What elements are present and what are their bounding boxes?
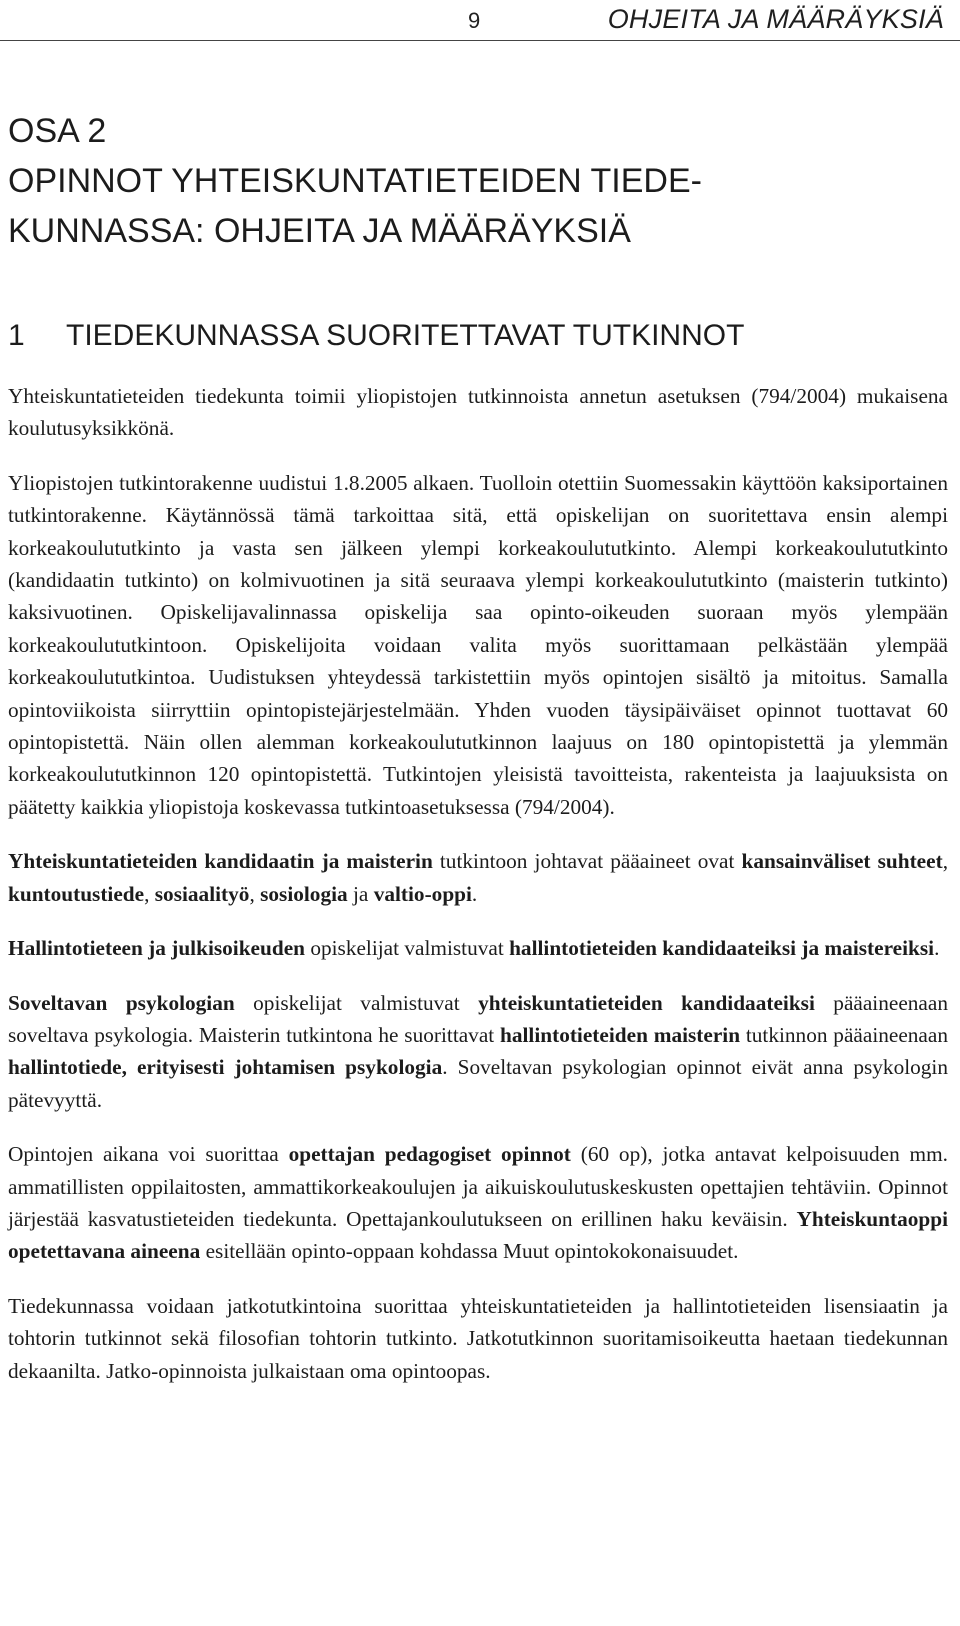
bold-phrase: sosiaalityö (154, 881, 250, 906)
bold-phrase: Yhteiskuntaoppi opetettavana aineena (8, 1206, 948, 1264)
bold-phrase: hallintotieteiden kandidaateiksi ja maistereiksi (509, 936, 935, 961)
bold-phrase: yhteiskuntatieteiden kandidaateiksi (478, 990, 815, 1015)
header-rule (0, 40, 960, 41)
section-number: 1 (8, 319, 25, 352)
text-run: , (942, 849, 949, 874)
bold-phrase: hallintotieteiden maisterin (500, 1022, 741, 1047)
text-run: Opintojen aikana voi suorittaa (8, 1142, 289, 1167)
text-run: opiskelijat valmistuvat (234, 990, 479, 1015)
bold-phrase: Soveltavan psykologian (8, 990, 235, 1015)
bold-phrase: sosiologia (260, 881, 348, 906)
bold-phrase: Yhteiskuntatieteiden kandidaatin ja maisterin (8, 849, 433, 874)
paragraph-5 (8, 987, 948, 1117)
text-run: . (934, 936, 940, 961)
text-run: , (249, 881, 261, 906)
paragraph-1: Yhteiskuntatieteiden tiedekunta toimii yliopistojen tutkinnoista annetun asetuksen (794/2004) mukaisena koulutusyksikkönä. (8, 384, 948, 441)
bold-phrase: kuntoutustiede (8, 881, 145, 906)
bold-phrase: valtio-oppi (373, 881, 472, 906)
part-title-line-3: KUNNASSA: OHJEITA JA MÄÄRÄYKSIÄ (8, 212, 631, 250)
text-run: tutkinnon pääaineenaan (740, 1022, 948, 1047)
part-title (8, 106, 948, 256)
text-run: , (144, 881, 155, 906)
section-heading (8, 318, 948, 354)
text-run: ja (347, 881, 374, 906)
text-run: . (471, 881, 478, 906)
bold-phrase: opettajan pedagogiset opinnot (288, 1142, 571, 1167)
text-run: pääaineenaan soveltava psykologia. Maisterin tutkintona he suorittavat (8, 990, 948, 1047)
section-title: TIEDEKUNNASSA SUORITETTAVAT TUTKINNOT (66, 319, 745, 352)
paragraph-6 (8, 1138, 948, 1268)
page-number: 9 (468, 8, 481, 33)
running-head (0, 0, 960, 44)
paragraph-7: Tiedekunnassa voidaan jatkotutkintoina suorittaa yhteiskuntatieteiden ja hallintotieteiden lisensiaatin ja tohtorin tutkinnot sekä filosofian tohtorin tutkinto. Jatkotutkinnon suoritamisoikeutta haetaan tiedekunnan dekaanilta. Jatko-opinnoista julkaistaan oma opintoopas. (8, 1293, 948, 1383)
bold-phrase: hallintotiede, erityisesti johtamisen psykologia (8, 1055, 443, 1080)
text-run: opiskelijat valmistuvat (305, 936, 510, 961)
text-run: tutkintoon johtavat pääaineet ovat (432, 849, 742, 874)
text-run: esitellään opinto-oppaan kohdassa Muut opintokokonaisuudet. (200, 1239, 739, 1264)
text-run: . Soveltavan psykologian opinnot eivät anna psykologin pätevyyttä. (8, 1055, 948, 1112)
text-run: (60 op), jotka antavat kelpoisuuden mm. ammatillisten oppilaitosten, ammattikorkeakoulujen ja aikuiskoulutuskeskusten opettajien tehtäviin. Opinnot järjestää kasvatustieteiden tiedekunta. Opettajankoulutukseen on erillinen haku keväisin. (8, 1142, 949, 1231)
paragraph-3 (8, 845, 948, 910)
running-head-title: OHJEITA JA MÄÄRÄYKSIÄ (607, 4, 944, 34)
paragraph-4 (8, 932, 948, 964)
bold-phrase: kansainväliset suhteet (741, 849, 943, 874)
paragraph-2: Yliopistojen tutkintorakenne uudistui 1.8.2005 alkaen. Tuolloin otettiin Suomessakin käyttöön kaksiportainen tutkintorakenne. Käytännössä tämä tarkoittaa sitä, että opiskelijan on suoritettava ensin alempi korkeakoulututkinto ja vasta sen jälkeen ylempi korkeakoulututkinto. Alempi korkeakoulututkinto (kandidaatin tutkinto) on kolmivuotinen ja sitä seuraava ylempi korkeakoulututkinto (maisterin tutkinto) kaksivuotinen. Opiskelijavalinnassa opiskelija saa opinto-oikeuden suoraan myös ylempään korkeakoulututkintoon. Opiskelijoita voidaan valita myös suorittamaan pelkästään ylempää korkeakoulututkintoa. Uudistuksen yhteydessä tarkistettiin myös opintojen sisältö ja mitoitus. Samalla opintoviikoista siirryttiin opintopistejärjestelmään. Yhden vuoden täysipäiväiset opinnot tuottavat 60 opintopistettä. Näin ollen alemman korkeakoulututkinnon laajuus on 180 opintopistettä ja ylemmän korkeakoulututkinnon 120 opintopistettä. Tutkintojen yleisistä tavoitteista, rakenteista ja laajuuksista on päätetty kaikkia yliopistoja koskevassa tutkintoasetuksessa (794/2004). (8, 470, 948, 819)
body-text (8, 380, 948, 1387)
part-title-line-1: OSA 2 (8, 112, 107, 150)
bold-phrase: Hallintotieteen ja julkisoikeuden (8, 936, 305, 961)
part-title-line-2: OPINNOT YHTEISKUNTATIETEIDEN TIEDE- (8, 162, 702, 200)
